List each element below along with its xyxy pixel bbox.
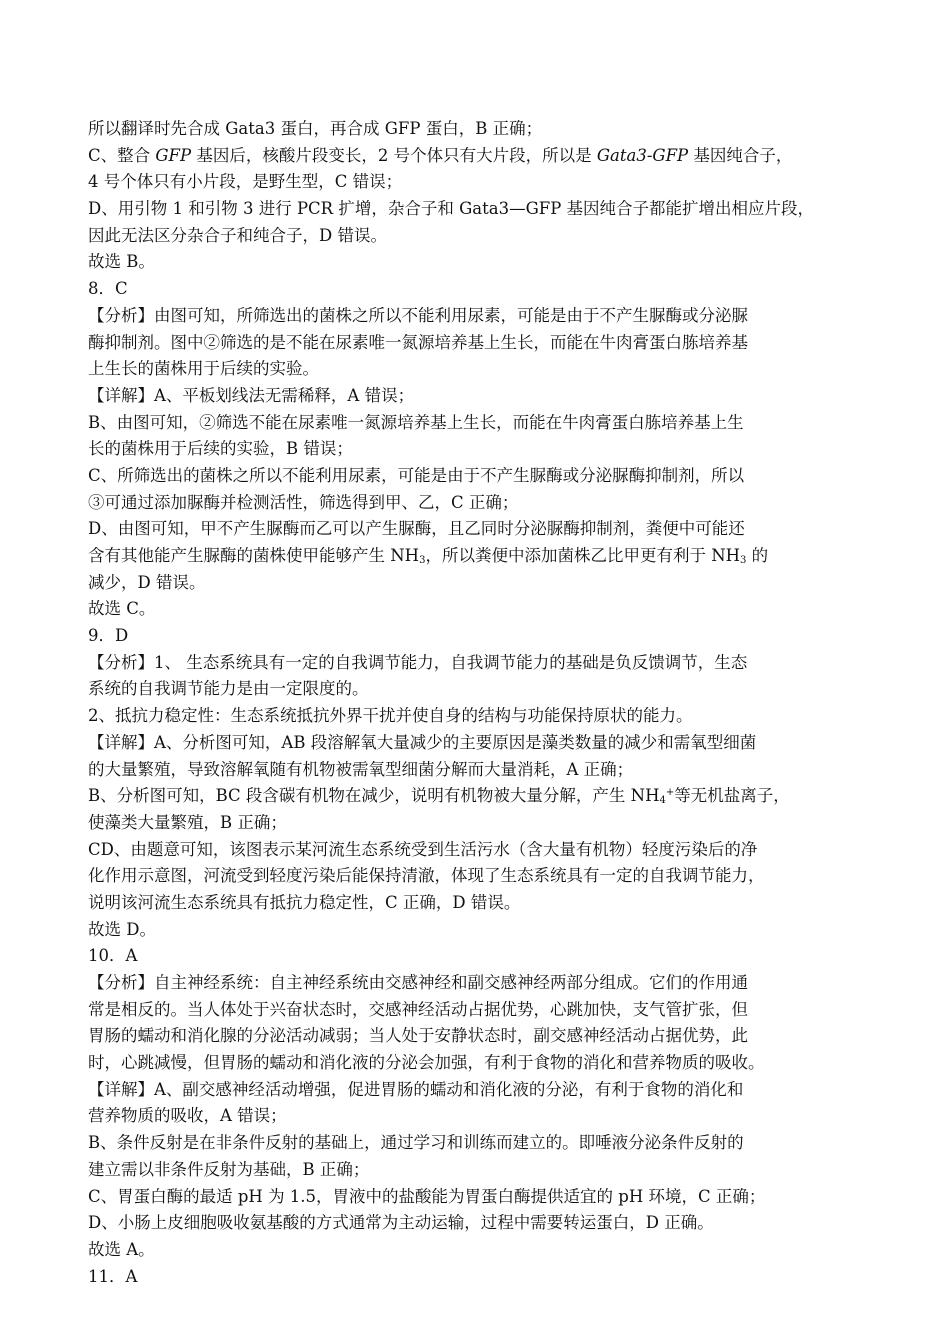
text-line: 【详解】A、分析图可知，AB 段溶解氧大量减少的主要原因是藻类数量的减少和需氧型细菌 <box>88 732 757 752</box>
text-line: 酶抑制剂。图中②筛选的是不能在尿素唯一氮源培养基上生长，而能在牛肉膏蛋白胨培养基 <box>88 332 748 352</box>
text-line: 使藻类大量繁殖，B 正确； <box>88 812 287 832</box>
text-line: D、用引物 1 和引物 3 进行 PCR 扩增，杂合子和 Gata3—GFP 基因纯合子都能扩增出相应片段， <box>88 199 815 219</box>
text-line: 建立需以非条件反射为基础，B 正确； <box>88 1159 370 1179</box>
text-line: 故选 A。 <box>88 1239 155 1259</box>
text-line: B、条件反射是在非条件反射的基础上，通过学习和训练而建立的。即唾液分泌条件反射的 <box>88 1133 744 1153</box>
text-line: 【详解】A、副交感神经活动增强，促进胃肠的蠕动和消化液的分泌，有利于食物的消化和 <box>88 1079 744 1099</box>
text-line: D、由图可知，甲不产生脲酶而乙可以产生脲酶，且乙同时分泌脲酶抑制剂，粪便中可能还 <box>88 519 745 539</box>
text-line: 说明该河流生态系统具有抵抗力稳定性，C 正确，D 错误。 <box>88 892 521 912</box>
text-line: 4 号个体只有小片段，是野生型，C 错误； <box>88 172 403 192</box>
text-line: B、由图可知，②筛选不能在尿素唯一氮源培养基上生长，而能在牛肉膏蛋白胨培养基上生 <box>88 412 744 432</box>
text-line: 所以翻译时先合成 Gata3 蛋白，再合成 GFP 蛋白，B 正确； <box>88 119 543 138</box>
text-line: 化作用示意图，河流受到轻度污染后能保持清澈，体现了生态系统具有一定的自我调节能力， <box>88 866 765 886</box>
text-line: 因此无法区分杂合子和纯合子，D 错误。 <box>88 225 387 245</box>
text-line: 11．A <box>88 1266 138 1286</box>
text-line: 故选 C。 <box>88 599 156 619</box>
text-line: 故选 B。 <box>88 252 155 272</box>
text-line: 9．D <box>88 626 129 646</box>
text-line: 含有其他能产生脲酶的菌株使甲能够产生 $NH_3$，所以粪便中添加菌株乙比甲更有利于 $NH_3$ 的 <box>88 546 769 566</box>
document-page <box>88 116 878 1290</box>
text-line: 上生长的菌株用于后续的实验。 <box>88 359 319 379</box>
text-line: 故选 D。 <box>88 919 156 939</box>
text-line: 系统的自我调节能力是由一定限度的。 <box>88 679 369 699</box>
text-line: C、整合 GFP 基因后，核酸片段变长，2 号个体只有大片段，所以是 Gata3-GFP 基因纯合子， <box>88 145 793 165</box>
text-line: C、胃蛋白酶的最适 pH 为 1.5，胃液中的盐酸能为胃蛋白酶提供适宜的 pH 环境，C 正确； <box>88 1186 766 1206</box>
text-line: 【分析】1、 生态系统具有一定的自我调节能力，自我调节能力的基础是负反馈调节，生态 <box>88 652 748 672</box>
text-line: ③可通过添加脲酶并检测活性，筛选得到甲、乙，C 正确； <box>88 492 519 512</box>
text-line: D、小肠上皮细胞吸收氨基酸的方式通常为主动运输，过程中需要转运蛋白，D 正确。 <box>88 1213 714 1233</box>
text-line: 长的菌株用于后续的实验，B 错误； <box>88 439 353 459</box>
text-line: 营养物质的吸收，A 错误； <box>88 1106 287 1126</box>
text-line: C、所筛选出的菌株之所以不能利用尿素，可能是由于不产生脲酶或分泌脲酶抑制剂，所以 <box>88 465 745 485</box>
text-line: 【分析】由图可知，所筛选出的菌株之所以不能利用尿素，可能是由于不产生脲酶或分泌脲 <box>88 305 748 325</box>
text-line: 胃肠的蠕动和消化腺的分泌活动减弱；当人处于安静状态时，副交感神经活动占据优势，此 <box>88 1026 748 1046</box>
text-line: 8．C <box>88 279 128 299</box>
text-line: 【详解】A、平板划线法无需稀释，A 错误； <box>88 385 415 405</box>
text-line: 2、抵抗力稳定性：生态系统抵抗外界干扰并使自身的结构与功能保持原状的能力。 <box>88 706 693 726</box>
text-line: 的大量繁殖，导致溶解氧随有机物被需氧型细菌分解而大量消耗，A 正确； <box>88 759 634 779</box>
text-line: 减少，D 错误。 <box>88 572 206 592</box>
text-line: CD、由题意可知，该图表示某河流生态系统受到生活污水（含大量有机物）轻度污染后的净 <box>88 839 758 859</box>
text-line: 常是相反的。当人体处于兴奋状态时，交感神经活动占据优势，心跳加快，支气管扩张，但 <box>88 999 748 1019</box>
text-line: B、分析图可知，BC 段含碳有机物在减少，说明有机物被大量分解，产生 $NH_4^+$等无机盐离子， <box>88 786 790 807</box>
text-line: 时，心跳减慢，但胃肠的蠕动和消化液的分泌会加强，有利于食物的消化和营养物质的吸收。 <box>88 1053 765 1073</box>
text-line: 【分析】自主神经系统：自主神经系统由交感神经和副交感神经两部分组成。它们的作用通 <box>88 973 748 992</box>
text-line: 10．A <box>88 946 138 966</box>
